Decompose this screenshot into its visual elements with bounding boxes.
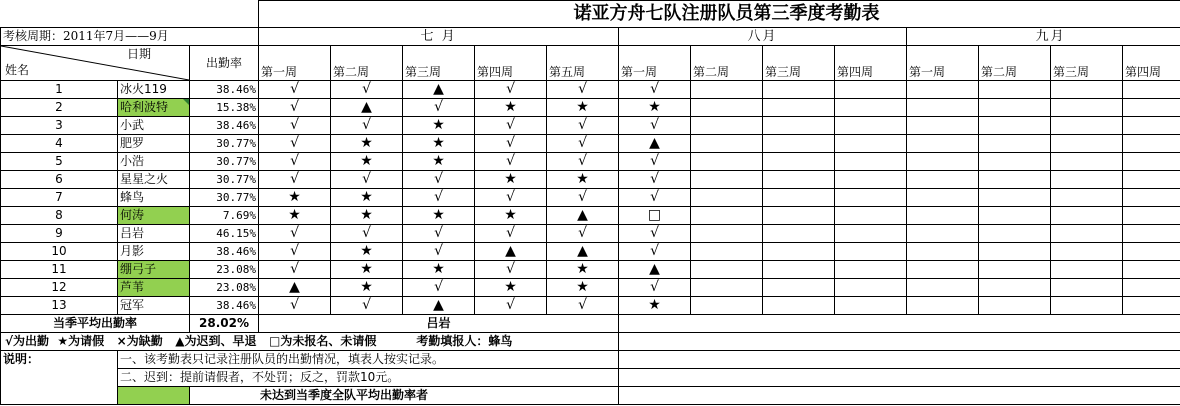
attendance-mark[interactable]: ▲ — [619, 261, 691, 279]
highlight-meaning: 未达到当季度全队平均出勤率者 — [190, 387, 619, 405]
member-name-text: 何涛 — [120, 208, 145, 222]
month-august: 八月 — [619, 28, 907, 46]
attendance-mark[interactable] — [907, 189, 979, 207]
diagonal-line — [1, 46, 189, 80]
attendance-mark[interactable] — [979, 171, 1051, 189]
attendance-mark[interactable] — [1051, 153, 1123, 171]
attendance-mark[interactable] — [1123, 297, 1180, 315]
attendance-mark[interactable] — [1123, 99, 1180, 117]
attendance-mark[interactable]: ▲ — [259, 279, 331, 297]
attendance-mark[interactable] — [1123, 243, 1180, 261]
attendance-mark[interactable]: ★ — [403, 261, 475, 279]
highlight-legend-row — [1, 387, 1180, 405]
attendance-mark[interactable] — [1123, 117, 1180, 135]
attendance-mark[interactable]: √ — [403, 279, 475, 297]
average-label: 当季平均出勤率 — [1, 315, 190, 333]
highlight-swatch — [118, 387, 190, 405]
attendance-mark[interactable] — [835, 153, 907, 171]
average-row — [1, 315, 1180, 333]
attendance-mark[interactable] — [691, 135, 763, 153]
attendance-mark[interactable]: ▲ — [547, 207, 619, 225]
table-row — [1, 153, 1180, 171]
attendance-mark[interactable] — [763, 279, 835, 297]
date-label: 日期 — [126, 47, 151, 61]
assessment-period: 考核周期：2011年7月——9月 — [1, 28, 259, 46]
attendance-mark[interactable]: √ — [547, 153, 619, 171]
attendance-mark[interactable]: √ — [619, 225, 691, 243]
attendance-mark[interactable]: ★ — [547, 261, 619, 279]
attendance-mark[interactable]: √ — [403, 171, 475, 189]
attendance-mark[interactable]: ★ — [475, 279, 547, 297]
attendance-mark[interactable]: √ — [547, 225, 619, 243]
attendance-mark[interactable] — [979, 99, 1051, 117]
member-name[interactable] — [118, 99, 190, 117]
attendance-mark[interactable] — [1051, 99, 1123, 117]
attendance-mark[interactable]: ★ — [403, 117, 475, 135]
attendance-mark[interactable] — [1051, 207, 1123, 225]
attendance-mark[interactable] — [907, 81, 979, 99]
table-row — [1, 135, 1180, 153]
table-row — [1, 225, 1180, 243]
attendance-rate: 30.77% — [190, 189, 259, 207]
member-name[interactable] — [118, 261, 190, 279]
attendance-mark[interactable] — [979, 135, 1051, 153]
member-number: 3 — [1, 117, 118, 135]
attendance-mark[interactable]: ★ — [331, 153, 403, 171]
attendance-mark[interactable] — [691, 171, 763, 189]
member-name-text: 哈利波特 — [120, 100, 169, 114]
legend-row — [1, 333, 1180, 351]
attendance-mark[interactable] — [979, 279, 1051, 297]
attendance-mark[interactable]: √ — [259, 261, 331, 279]
week-header-july-2: 第二周 — [331, 46, 403, 81]
sheet-title: 诺亚方舟七队注册队员第三季度考勤表 — [259, 1, 1180, 28]
attendance-mark[interactable]: ★ — [259, 189, 331, 207]
member-number: 4 — [1, 135, 118, 153]
member-name-text: 月影 — [120, 244, 145, 258]
member-number: 1 — [1, 81, 118, 99]
attendance-mark[interactable]: ★ — [547, 99, 619, 117]
week-header-september-4: 第四周 — [1123, 46, 1180, 81]
month-september: 九月 — [907, 28, 1180, 46]
attendance-mark[interactable] — [763, 81, 835, 99]
attendance-mark[interactable] — [835, 99, 907, 117]
note-item-1: 一、该考勤表只记录注册队员的出勤情况，填表人按实记录。 — [118, 351, 619, 369]
attendance-mark[interactable] — [1051, 261, 1123, 279]
table-row — [1, 261, 1180, 279]
week-header-august-2: 第二周 — [691, 46, 763, 81]
attendance-mark[interactable]: √ — [475, 135, 547, 153]
attendance-mark[interactable] — [691, 207, 763, 225]
attendance-mark[interactable]: □ — [619, 207, 691, 225]
attendance-mark[interactable]: ★ — [331, 207, 403, 225]
member-number: 8 — [1, 207, 118, 225]
attendance-mark[interactable]: √ — [475, 117, 547, 135]
attendance-mark[interactable]: ▲ — [403, 297, 475, 315]
attendance-mark[interactable] — [691, 243, 763, 261]
member-number: 2 — [1, 99, 118, 117]
member-name-text: 蜂鸟 — [120, 190, 145, 204]
attendance-mark[interactable] — [1123, 279, 1180, 297]
attendance-rate: 23.08% — [190, 279, 259, 297]
attendance-mark[interactable] — [979, 189, 1051, 207]
attendance-mark[interactable] — [1123, 153, 1180, 171]
member-name-text: 星星之火 — [120, 172, 169, 186]
table-row — [1, 99, 1180, 117]
attendance-mark[interactable] — [907, 135, 979, 153]
blank-cell — [1, 387, 118, 405]
attendance-mark[interactable] — [979, 261, 1051, 279]
attendance-rate: 46.15% — [190, 225, 259, 243]
attendance-mark[interactable] — [835, 189, 907, 207]
attendance-mark[interactable] — [1051, 171, 1123, 189]
attendance-mark[interactable] — [1051, 117, 1123, 135]
attendance-mark[interactable] — [1123, 135, 1180, 153]
attendance-mark[interactable]: ★ — [619, 297, 691, 315]
attendance-mark[interactable]: √ — [331, 117, 403, 135]
attendance-mark[interactable]: √ — [259, 297, 331, 315]
attendance-mark[interactable]: √ — [403, 225, 475, 243]
attendance-mark[interactable] — [835, 243, 907, 261]
notes-row — [1, 351, 1180, 369]
attendance-mark[interactable]: √ — [475, 261, 547, 279]
attendance-mark[interactable] — [1123, 261, 1180, 279]
attendance-mark[interactable] — [979, 207, 1051, 225]
attendance-mark[interactable]: ▲ — [331, 99, 403, 117]
attendance-mark[interactable]: ★ — [619, 99, 691, 117]
attendance-mark[interactable]: √ — [403, 189, 475, 207]
attendance-mark[interactable] — [763, 297, 835, 315]
blank-cell — [619, 315, 1180, 333]
attendance-mark[interactable] — [691, 261, 763, 279]
member-name[interactable] — [118, 207, 190, 225]
member-name[interactable] — [118, 135, 190, 153]
week-header-september-1: 第一周 — [907, 46, 979, 81]
blank-cell — [619, 369, 1180, 387]
member-name[interactable] — [118, 171, 190, 189]
attendance-mark[interactable]: ★ — [403, 153, 475, 171]
attendance-mark[interactable] — [979, 81, 1051, 99]
member-name[interactable] — [118, 189, 190, 207]
attendance-mark[interactable] — [835, 81, 907, 99]
member-name[interactable] — [118, 297, 190, 315]
attendance-rate: 15.38% — [190, 99, 259, 117]
attendance-mark[interactable] — [763, 135, 835, 153]
attendance-mark[interactable] — [979, 243, 1051, 261]
month-july: 七 月 — [259, 28, 619, 46]
attendance-mark[interactable] — [1123, 225, 1180, 243]
table-row — [1, 117, 1180, 135]
attendance-mark[interactable] — [763, 153, 835, 171]
attendance-mark[interactable] — [763, 117, 835, 135]
attendance-mark[interactable]: √ — [259, 243, 331, 261]
attendance-mark[interactable] — [691, 81, 763, 99]
note-item-2: 二、迟到：提前请假者，不处罚；反之，罚款10元。 — [118, 369, 619, 387]
attendance-mark[interactable]: √ — [475, 225, 547, 243]
attendance-mark[interactable]: √ — [619, 81, 691, 99]
filler-label: 考勤填报人：蜂鸟 — [416, 334, 513, 348]
attendance-mark[interactable]: ★ — [331, 279, 403, 297]
attendance-mark[interactable]: √ — [547, 297, 619, 315]
attendance-mark[interactable] — [907, 153, 979, 171]
attendance-mark[interactable]: ★ — [259, 207, 331, 225]
attendance-mark[interactable] — [979, 297, 1051, 315]
attendance-mark[interactable]: ★ — [475, 207, 547, 225]
average-value: 28.02% — [190, 315, 259, 333]
rate-header: 出勤率 — [190, 46, 259, 81]
attendance-mark[interactable] — [979, 153, 1051, 171]
member-name[interactable] — [118, 81, 190, 99]
legend-symbols: √为出勤 ★为请假 ×为缺勤 ▲为迟到、早退 □为未报名、未请假 — [5, 334, 377, 348]
blank-cell — [619, 387, 1180, 405]
attendance-mark[interactable] — [907, 297, 979, 315]
attendance-mark[interactable] — [907, 279, 979, 297]
attendance-mark[interactable] — [763, 99, 835, 117]
attendance-mark[interactable]: √ — [331, 297, 403, 315]
attendance-mark[interactable] — [763, 189, 835, 207]
attendance-mark[interactable] — [763, 225, 835, 243]
attendance-mark[interactable]: √ — [547, 81, 619, 99]
attendance-mark[interactable]: √ — [619, 243, 691, 261]
week-header-august-4: 第四周 — [835, 46, 907, 81]
attendance-rate: 23.08% — [190, 261, 259, 279]
attendance-mark[interactable]: √ — [403, 99, 475, 117]
attendance-mark[interactable]: √ — [259, 135, 331, 153]
attendance-mark[interactable]: √ — [259, 171, 331, 189]
attendance-mark[interactable] — [907, 243, 979, 261]
attendance-mark[interactable]: ★ — [475, 99, 547, 117]
attendance-mark[interactable]: ★ — [331, 261, 403, 279]
member-number: 10 — [1, 243, 118, 261]
member-number: 7 — [1, 189, 118, 207]
attendance-mark[interactable] — [1051, 279, 1123, 297]
table-row — [1, 207, 1180, 225]
attendance-mark[interactable]: √ — [259, 153, 331, 171]
week-header-july-1: 第一周 — [259, 46, 331, 81]
attendance-mark[interactable] — [979, 225, 1051, 243]
week-header-july-3: 第三周 — [403, 46, 475, 81]
table-row — [1, 297, 1180, 315]
attendance-mark[interactable]: √ — [475, 189, 547, 207]
member-name-text: 小武 — [120, 118, 145, 132]
attendance-mark[interactable]: √ — [547, 135, 619, 153]
attendance-mark[interactable] — [907, 261, 979, 279]
member-number: 5 — [1, 153, 118, 171]
attendance-mark[interactable] — [1051, 297, 1123, 315]
member-name[interactable] — [118, 153, 190, 171]
attendance-mark[interactable]: √ — [619, 117, 691, 135]
attendance-mark[interactable] — [835, 261, 907, 279]
attendance-mark[interactable]: ★ — [547, 171, 619, 189]
attendance-mark[interactable]: ▲ — [403, 81, 475, 99]
member-number: 13 — [1, 297, 118, 315]
attendance-mark[interactable]: √ — [259, 225, 331, 243]
blank-cell — [1, 369, 118, 387]
week-header-july-4: 第四周 — [475, 46, 547, 81]
attendance-mark[interactable] — [1051, 135, 1123, 153]
attendance-mark[interactable]: ▲ — [547, 243, 619, 261]
blank-corner — [1, 1, 259, 28]
attendance-mark[interactable] — [763, 207, 835, 225]
table-row — [1, 243, 1180, 261]
attendance-mark[interactable] — [907, 225, 979, 243]
attendance-mark[interactable] — [1123, 189, 1180, 207]
attendance-mark[interactable] — [1123, 81, 1180, 99]
attendance-rate: 7.69% — [190, 207, 259, 225]
name-label: 姓名 — [5, 63, 30, 77]
attendance-mark[interactable] — [979, 117, 1051, 135]
attendance-mark[interactable]: ★ — [331, 189, 403, 207]
header-diagonal-cell — [1, 46, 190, 81]
week-header-july-5: 第五周 — [547, 46, 619, 81]
attendance-mark[interactable]: ▲ — [619, 135, 691, 153]
attendance-mark[interactable] — [763, 261, 835, 279]
attendance-mark[interactable]: ★ — [331, 135, 403, 153]
blank-cell — [619, 333, 1180, 351]
attendance-mark[interactable]: √ — [403, 243, 475, 261]
attendance-rate: 38.46% — [190, 243, 259, 261]
member-name-text: 芦苇 — [120, 280, 145, 294]
attendance-mark[interactable]: ★ — [547, 279, 619, 297]
member-number: 9 — [1, 225, 118, 243]
attendance-mark[interactable] — [691, 297, 763, 315]
week-header-august-1: 第一周 — [619, 46, 691, 81]
attendance-mark[interactable] — [907, 99, 979, 117]
week-header-september-3: 第三周 — [1051, 46, 1123, 81]
member-name[interactable] — [118, 243, 190, 261]
attendance-mark[interactable]: ★ — [475, 171, 547, 189]
member-name-text: 吕岩 — [120, 226, 145, 240]
attendance-mark[interactable] — [835, 135, 907, 153]
attendance-mark[interactable] — [835, 117, 907, 135]
attendance-mark[interactable] — [907, 207, 979, 225]
attendance-mark[interactable] — [1051, 225, 1123, 243]
attendance-mark[interactable]: ★ — [403, 135, 475, 153]
attendance-mark[interactable] — [763, 171, 835, 189]
notes-row — [1, 369, 1180, 387]
attendance-mark[interactable] — [691, 153, 763, 171]
attendance-mark[interactable] — [907, 171, 979, 189]
attendance-mark[interactable]: √ — [475, 153, 547, 171]
attendance-mark[interactable]: √ — [331, 171, 403, 189]
member-name-text: 小浩 — [120, 154, 145, 168]
attendance-mark[interactable] — [691, 225, 763, 243]
comment-indicator-icon[interactable] — [183, 99, 189, 105]
table-row — [1, 81, 1180, 99]
week-header-august-3: 第三周 — [763, 46, 835, 81]
member-name-text: 肥罗 — [120, 136, 145, 150]
legend-text — [1, 333, 619, 351]
attendance-mark[interactable] — [1051, 243, 1123, 261]
notes-label: 说明： — [1, 351, 118, 369]
member-name-text: 冰火119 — [120, 82, 167, 96]
attendance-mark[interactable]: √ — [331, 81, 403, 99]
attendance-rate: 38.46% — [190, 297, 259, 315]
attendance-mark[interactable]: ★ — [403, 207, 475, 225]
member-number: 12 — [1, 279, 118, 297]
member-name-text: 冠军 — [120, 298, 145, 312]
blank-cell — [619, 351, 1180, 369]
attendance-mark[interactable]: √ — [619, 171, 691, 189]
attendance-mark[interactable]: √ — [259, 81, 331, 99]
attendance-mark[interactable] — [691, 189, 763, 207]
member-name-text: 绷弓子 — [120, 262, 157, 276]
attendance-rate: 38.46% — [190, 117, 259, 135]
member-number: 6 — [1, 171, 118, 189]
member-number: 11 — [1, 261, 118, 279]
attendance-mark[interactable] — [907, 117, 979, 135]
attendance-mark[interactable]: √ — [259, 117, 331, 135]
attendance-mark[interactable]: √ — [331, 225, 403, 243]
attendance-mark[interactable]: √ — [619, 189, 691, 207]
attendance-mark[interactable] — [1123, 171, 1180, 189]
attendance-mark[interactable] — [691, 117, 763, 135]
member-name[interactable] — [118, 117, 190, 135]
member-name[interactable] — [118, 225, 190, 243]
attendance-rate: 38.46% — [190, 81, 259, 99]
attendance-mark[interactable] — [835, 207, 907, 225]
attendance-mark[interactable]: ★ — [331, 243, 403, 261]
attendance-mark[interactable]: ▲ — [475, 243, 547, 261]
attendance-mark[interactable] — [835, 225, 907, 243]
attendance-mark[interactable] — [691, 279, 763, 297]
attendance-rate: 30.77% — [190, 135, 259, 153]
attendance-mark[interactable]: √ — [619, 153, 691, 171]
table-row — [1, 171, 1180, 189]
attendance-mark[interactable] — [835, 297, 907, 315]
table-row — [1, 189, 1180, 207]
attendance-mark[interactable] — [1123, 207, 1180, 225]
attendance-mark[interactable]: √ — [547, 117, 619, 135]
member-name[interactable] — [118, 279, 190, 297]
attendance-mark[interactable]: √ — [619, 279, 691, 297]
attendance-mark[interactable] — [1051, 189, 1123, 207]
week-header-september-2: 第二周 — [979, 46, 1051, 81]
attendance-mark[interactable] — [835, 279, 907, 297]
attendance-mark[interactable]: √ — [547, 189, 619, 207]
attendance-mark[interactable]: √ — [259, 99, 331, 117]
attendance-mark[interactable]: √ — [475, 81, 547, 99]
attendance-mark[interactable] — [835, 171, 907, 189]
attendance-rate: 30.77% — [190, 171, 259, 189]
attendance-mark[interactable] — [691, 99, 763, 117]
attendance-mark[interactable]: √ — [475, 297, 547, 315]
table-row — [1, 279, 1180, 297]
attendance-rate: 30.77% — [190, 153, 259, 171]
top-member: 吕岩 — [259, 315, 619, 333]
attendance-mark[interactable] — [1051, 81, 1123, 99]
attendance-mark[interactable] — [763, 243, 835, 261]
